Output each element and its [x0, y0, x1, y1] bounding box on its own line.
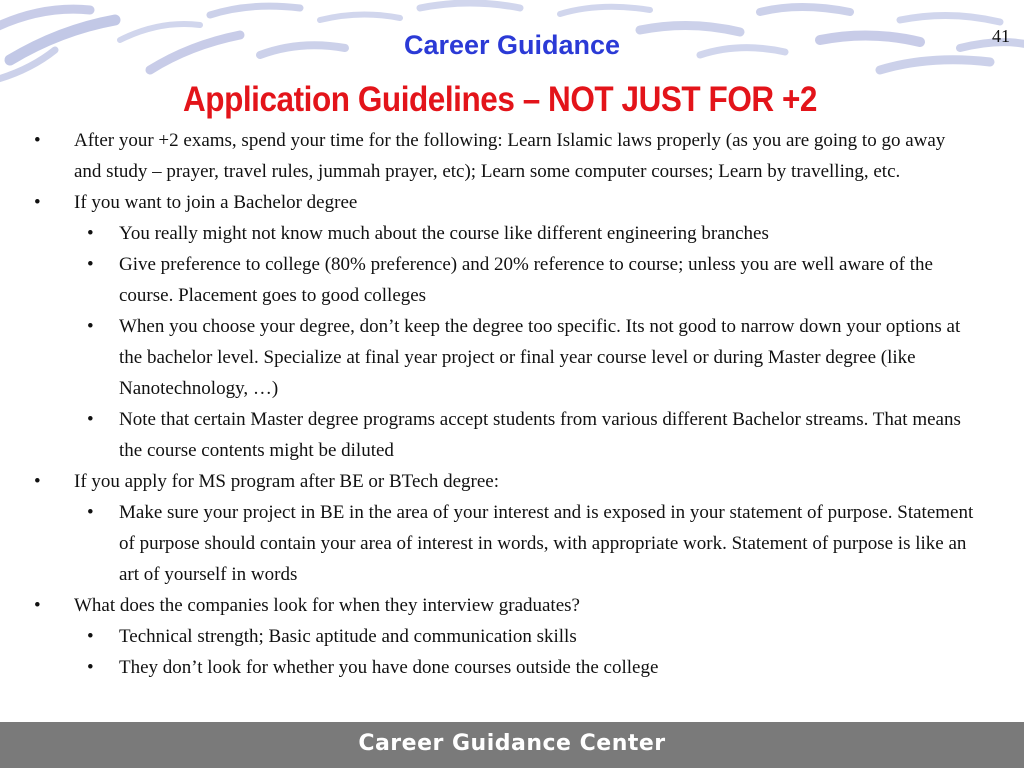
bullet-list	[0, 125, 1024, 683]
bullet-item	[0, 187, 1024, 218]
slide-title: Application Guidelines – NOT JUST FOR +2	[183, 80, 817, 119]
sub-bullet-item	[0, 218, 1024, 249]
bullet-text: If you want to join a Bachelor degree	[74, 192, 358, 213]
sub-bullet-item	[0, 404, 1024, 466]
footer-text: Career Guidance Center	[358, 731, 666, 756]
bullet-text: Give preference to college (80% preference) and 20% reference to course; unless you are well aware of the course. Placement goes to good colleges	[119, 254, 933, 306]
bullet-glyph: •	[87, 409, 94, 430]
sub-bullet-item	[0, 652, 1024, 683]
bullet-glyph: •	[34, 595, 41, 616]
bullet-glyph: •	[87, 502, 94, 523]
bullet-text: Make sure your project in BE in the area of your interest and is exposed in your statement of purpose. Statement of purpose should contain your area of interest in words, with appropriate work. Statement of purpose is like an art of yourself in words	[119, 502, 974, 585]
sub-bullet-item	[0, 621, 1024, 652]
bullet-glyph: •	[34, 471, 41, 492]
bullet-glyph: •	[87, 254, 94, 275]
bullet-glyph: •	[87, 223, 94, 244]
bullet-glyph: •	[34, 192, 41, 213]
bullet-glyph: •	[87, 626, 94, 647]
bullet-text: If you apply for MS program after BE or BTech degree:	[74, 471, 499, 492]
bullet-text: Note that certain Master degree programs accept students from various different Bachelor streams. That means the course contents might be diluted	[119, 409, 961, 461]
bullet-text: When you choose your degree, don’t keep the degree too specific. Its not good to narrow down your options at the bachelor level. Specialize at final year project or final year course level or during Master degree (like Nanotechnology, …)	[119, 316, 961, 399]
bullet-item	[0, 590, 1024, 621]
bullet-glyph: •	[34, 130, 41, 151]
sub-bullet-item	[0, 497, 1024, 590]
bullet-glyph: •	[87, 316, 94, 337]
bullet-text: After your +2 exams, spend your time for the following: Learn Islamic laws properly (as you are going to go away and study – prayer, travel rules, jummah prayer, etc); Learn some computer courses; Learn by travelling, etc.	[74, 130, 946, 182]
bullet-text: Technical strength; Basic aptitude and communication skills	[119, 626, 577, 647]
page-number: 41	[992, 26, 1010, 46]
slide-header-title: Career Guidance	[403, 30, 621, 60]
bullet-item	[0, 466, 1024, 497]
sub-bullet-item	[0, 311, 1024, 404]
sub-bullet-item	[0, 249, 1024, 311]
bullet-text: What does the companies look for when they interview graduates?	[74, 595, 580, 616]
bullet-text: They don’t look for whether you have done courses outside the college	[119, 657, 659, 678]
bullet-glyph: •	[87, 657, 94, 678]
bullet-text: You really might not know much about the course like different engineering branches	[119, 223, 769, 244]
footer-bar	[0, 722, 1024, 768]
bullet-item	[0, 125, 1024, 187]
